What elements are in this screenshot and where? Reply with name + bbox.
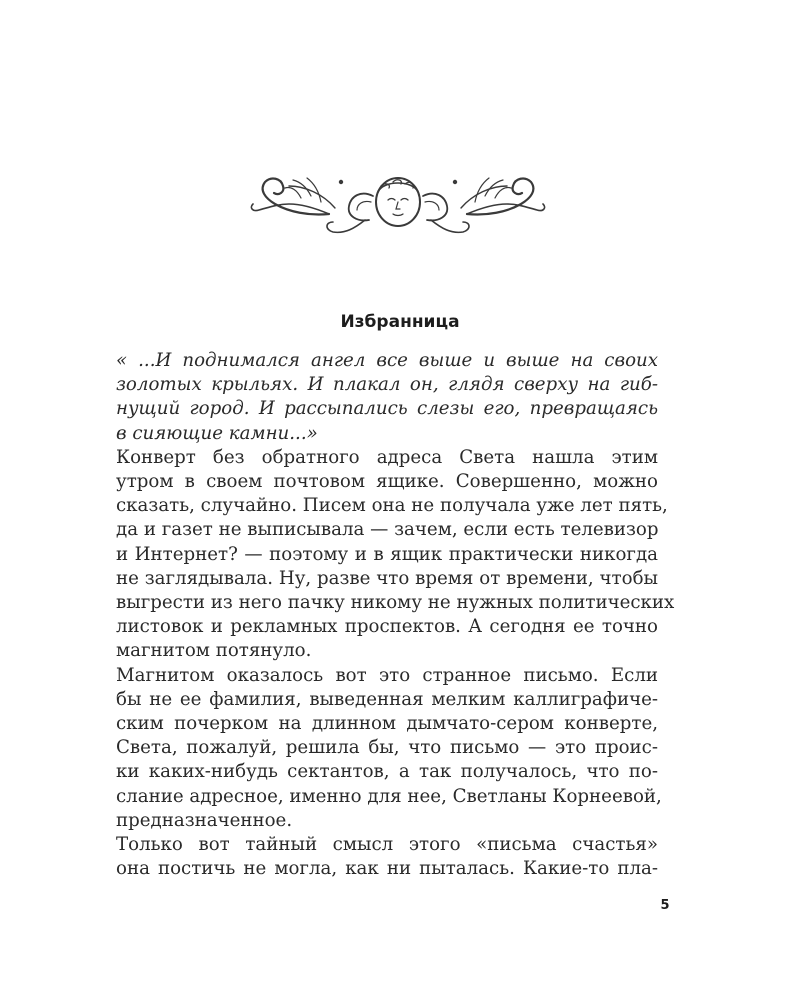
paragraph-line: она постичь не могла, как ни пыталась. Какие-то пла- — [116, 858, 658, 880]
paragraph-line: и Интернет? — поэтому и в ящик практически никогда — [116, 543, 658, 565]
paragraph-line: да и газет не выписывала — зачем, если есть телевизор — [116, 519, 659, 541]
epigraph-line: нущий город. И рассыпались слезы его, превращаясь — [116, 398, 658, 420]
paragraph-line: листовок и рекламных проспектов. А сегодня ее точно — [116, 616, 658, 638]
epigraph — [116, 349, 658, 446]
paragraph-line: магнитом потянуло. — [116, 640, 312, 662]
paragraph-line: не заглядывала. Ну, разве что время от времени, чтобы — [116, 567, 658, 589]
paragraph-line: утром в своем почтовом ящике. Совершенно, можно — [116, 471, 658, 493]
paragraph-line: сказать, случайно. Писем она не получала уже лет пять, — [116, 495, 668, 517]
epigraph-line: « ...И поднимался ангел все выше и выше на своих — [116, 350, 658, 371]
paragraph-line: ским почерком на длинном дымчато-сером конверте, — [116, 713, 658, 735]
paragraph-line: слание адресное, именно для нее, Светланы Корнеевой, — [116, 785, 662, 807]
paragraph — [116, 664, 662, 833]
cherub-scroll-vignette-icon — [245, 168, 551, 242]
paragraph-line: ки каких-нибудь сектантов, а так получалось, что по- — [116, 761, 658, 783]
paragraph-line: Света, пожалуй, решила бы, что письмо — это проис- — [116, 737, 658, 759]
paragraph-line: предназначенное. — [116, 809, 293, 831]
page-number: 5 — [660, 898, 670, 913]
body-text — [116, 349, 675, 881]
epigraph-line: в сияющие камни...» — [116, 422, 318, 444]
paragraph-line: Конверт без обратного адреса Света нашла этим — [116, 446, 658, 468]
paragraph-line: Магнитом оказалось вот это странное письмо. Если — [116, 664, 658, 686]
paragraph-line: Только вот тайный смысл этого «письма счастья» — [116, 834, 658, 856]
epigraph-line: золотых крыльях. И плакал он, глядя сверху на гиб- — [116, 374, 658, 396]
paragraph — [116, 446, 675, 664]
chapter-title: Избранница — [340, 312, 460, 332]
paragraph-line: бы не ее фамилия, выведенная мелким каллиграфиче- — [116, 688, 658, 710]
paragraph-line: выгрести из него пачку никому не нужных политических — [116, 592, 675, 614]
paragraph — [116, 833, 658, 881]
